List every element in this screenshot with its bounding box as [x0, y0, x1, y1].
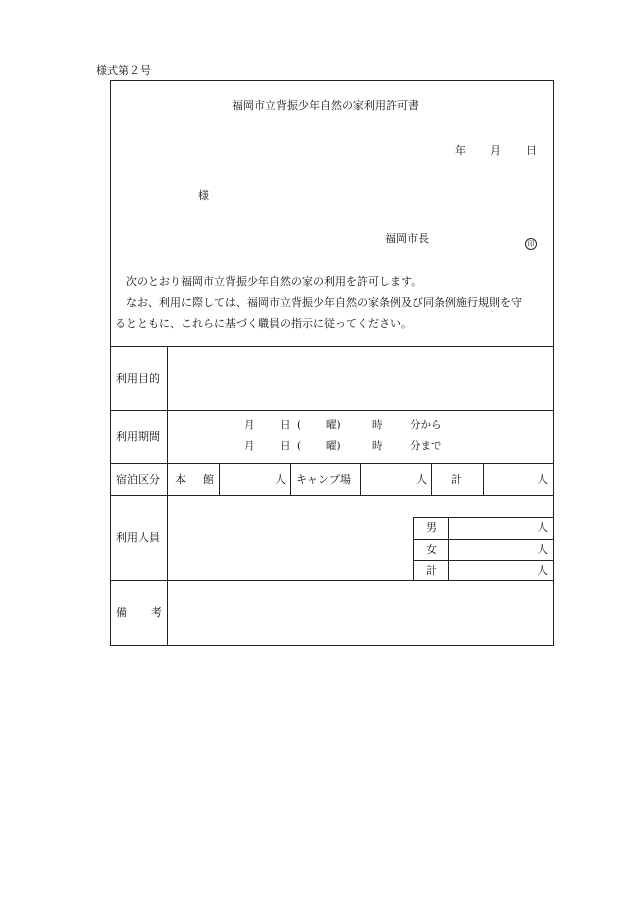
lodging-total-label: 計 [451, 473, 462, 486]
date-day: 日 [526, 144, 537, 157]
remarks-field[interactable] [168, 581, 553, 645]
lodging-main-hall-1: 本 [175, 473, 186, 486]
lodging-camp-label: キャンプ場 [296, 473, 351, 486]
date-year: 年 [455, 144, 466, 157]
lodging-main-hall-unit: 人 [275, 473, 286, 486]
divider [110, 495, 554, 496]
purpose-field[interactable] [168, 347, 553, 409]
period-start-minute: 分から [410, 419, 442, 431]
people-female-unit: 人 [537, 543, 548, 556]
period-start-day: 日 [280, 419, 291, 431]
people-male-label: 男 [426, 521, 437, 534]
divider [219, 463, 220, 495]
period-start-paren: ( [297, 419, 302, 431]
issuer-name: 福岡市長 [385, 232, 429, 245]
people-male-unit: 人 [537, 521, 548, 534]
people-total-label: 計 [426, 564, 437, 577]
divider [431, 463, 432, 495]
addressee-suffix: 様 [198, 189, 209, 202]
period-end-weekday: 曜) [326, 440, 341, 452]
form-number: 様式第２号 [96, 64, 151, 77]
period-end-month: 月 [244, 440, 255, 452]
divider [413, 539, 553, 540]
divider [448, 517, 449, 580]
remarks-label-2: 考 [151, 606, 162, 619]
period-start-weekday: 曜) [326, 419, 341, 431]
period-end-hour: 時 [372, 440, 383, 452]
body-line-3: るとともに、これらに基づく職員の指示に従ってください。 [115, 317, 412, 330]
people-total-unit: 人 [537, 564, 548, 577]
document-title: 福岡市立背振少年自然の家利用許可書 [232, 99, 419, 112]
period-label: 利用期間 [116, 430, 160, 443]
body-line-1: 次のとおり福岡市立背振少年自然の家の利用を許可します。 [126, 275, 423, 288]
people-label: 利用人員 [116, 531, 160, 544]
lodging-label: 宿泊区分 [116, 473, 160, 486]
lodging-main-hall-2: 館 [203, 473, 214, 486]
divider [413, 560, 553, 561]
period-end-day: 日 [280, 440, 291, 452]
divider [290, 463, 291, 495]
period-start-month: 月 [244, 419, 255, 431]
date-month: 月 [490, 144, 501, 157]
remarks-label-1: 備 [116, 606, 127, 619]
people-female-label: 女 [426, 543, 437, 556]
period-end-paren: ( [297, 440, 302, 452]
period-end-minute: 分まで [410, 440, 442, 452]
divider [483, 463, 484, 495]
body-line-2: なお、利用に際しては、福岡市立背振少年自然の家条例及び同条例施行規則を守 [126, 296, 522, 309]
divider [360, 463, 361, 495]
divider [110, 410, 554, 411]
purpose-label: 利用目的 [116, 372, 160, 385]
divider [110, 463, 554, 464]
seal-icon: 印 [525, 233, 537, 250]
lodging-camp-unit: 人 [416, 473, 427, 486]
lodging-total-unit: 人 [537, 473, 548, 486]
period-start-hour: 時 [372, 419, 383, 431]
